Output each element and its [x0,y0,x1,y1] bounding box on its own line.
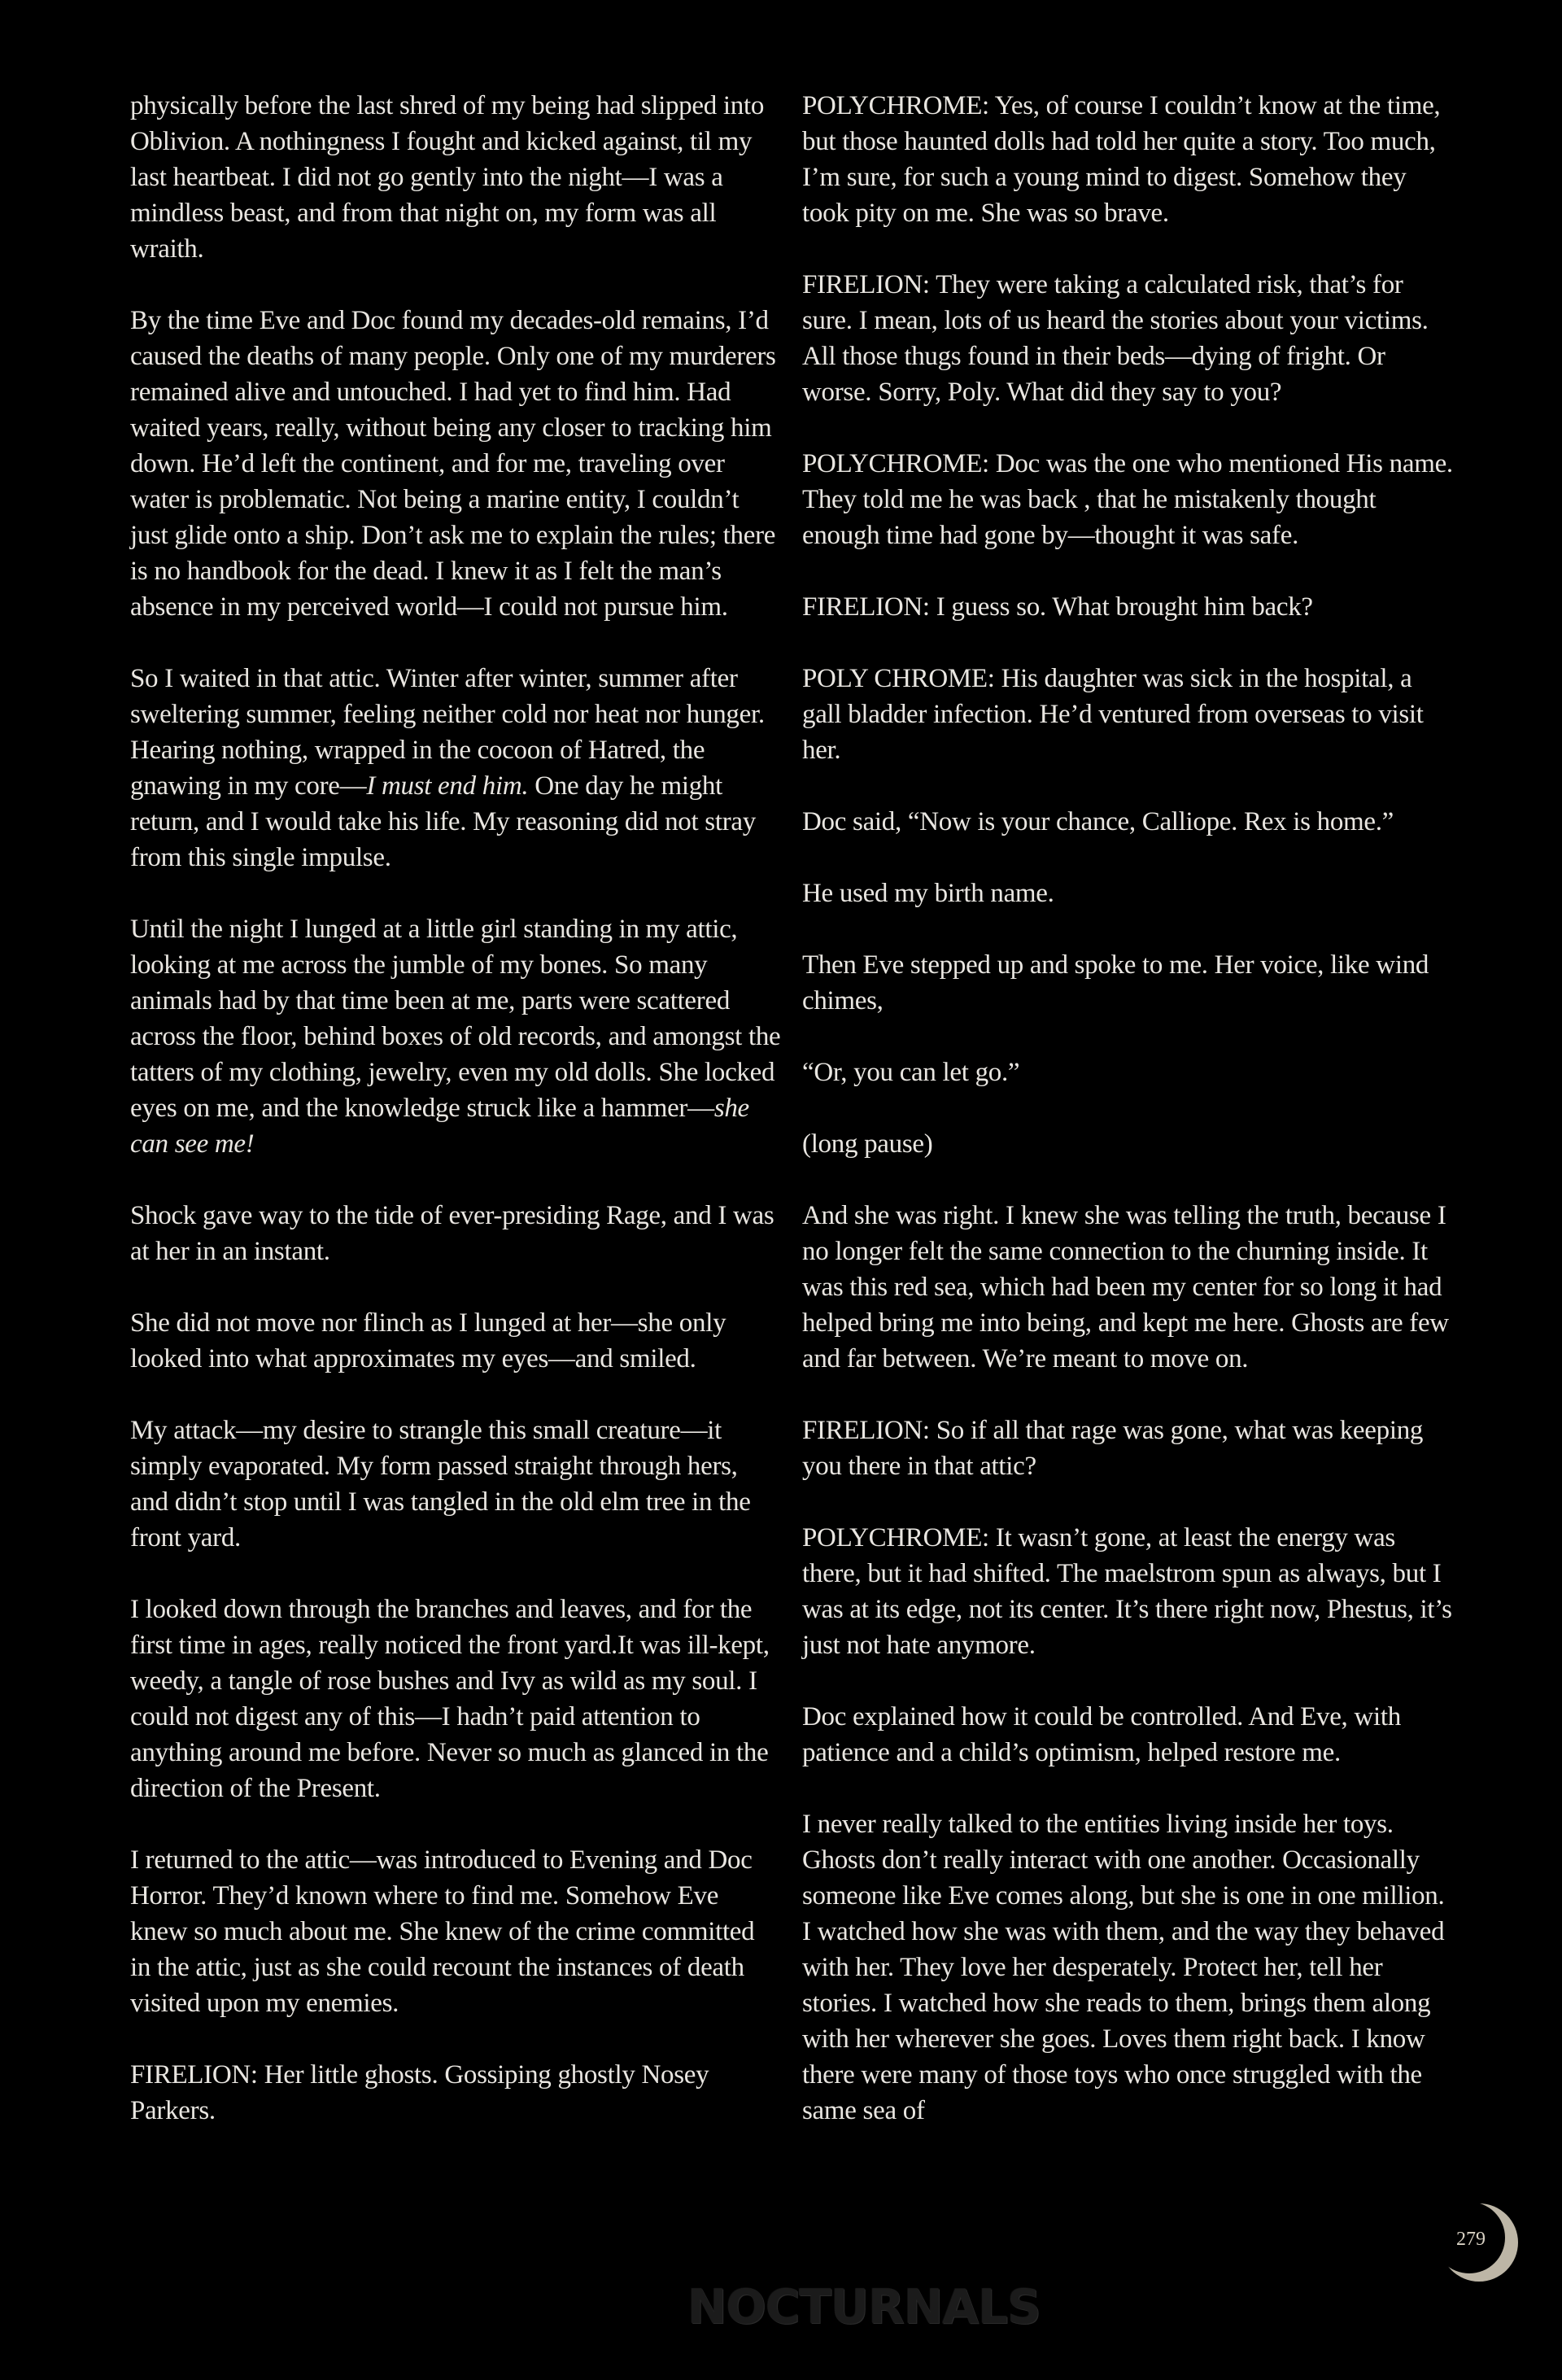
paragraph: Until the night I lunged at a little girl standing in my attic, looking at me across the jumble of my bones. So many animals had by that time been at me, parts were scattered across the floor, behind boxes of old records, and amongst the tatters of my clothing, jewelry, even my old dolls. She locked eyes on me, and the knowledge struck like a hammer—she can see me! [130,915,781,1159]
paragraph: Shock gave way to the tide of ever-presiding Rage, and I was at her in an instant. [130,1201,774,1266]
page-marker [1438,2200,1528,2290]
paragraph: POLY CHROME: His daughter was sick in the hospital, a gall bladder infection. He’d ventured from overseas to visit her. [802,664,1424,765]
paragraph: POLYCHROME: Yes, of course I couldn’t know at the time, but those haunted dolls had told her quite a story. Too much, I’m sure, for such a young mind to digest. Somehow they took pity on me. She was so brave. [802,91,1441,228]
paragraph: Doc said, “Now is your chance, Calliope. Rex is home.” [802,807,1394,836]
paragraph: I never really talked to the entities living inside her toys. Ghosts don’t really interact with one another. Occasionally someone like Eve comes along, but she is one in one million. I watched how she was with them, and the way they behaved with her. They love her desperately. Protect her, tell her stories. I watched how she reads to them, brings them along with her wherever she goes. Loves them right back. I know there were many of those toys who once struggled with the same sea of [802,1810,1445,2125]
page-number: 279 [1456,2229,1486,2250]
right-text-column [802,88,1453,2129]
paragraph: FIRELION: They were taking a calculated risk, that’s for sure. I mean, lots of us heard the stories about your victims. All those thugs found in their beds—dying of fright. Or worse. Sorry, Poly. What did they say to you? [802,270,1429,407]
paragraph: By the time Eve and Doc found my decades-old remains, I’d caused the deaths of many people. Only one of my murderers remained alive and untouched. I had yet to find him. Had waited years, really, without being any closer to tracking him down. He’d left the continent, and for me, traveling over water is problematic. Not being a marine entity, I couldn’t just glide onto a ship. Don’t ask me to explain the rules; there is no handbook for the dead. I knew it as I felt the man’s absence in my perceived world—I could not pursue him. [130,306,776,622]
nocturnals-logo: NOCTURNALS [687,2279,1041,2334]
paragraph: POLYCHROME: It wasn’t gone, at least the energy was there, but it had shifted. The maelstrom spun as always, but I was at its edge, not its center. It’s there right now, Phestus, it’s just not hate anymore. [802,1523,1452,1660]
left-text-column [130,88,781,2129]
paragraph: I looked down through the branches and leaves, and for the first time in ages, really noticed the front yard.It was ill-kept, weedy, a tangle of rose bushes and Ivy as wild as my soul. I could not digest any of this—I hadn’t paid attention to anything around me before. Never so much as glanced in the direction of the Present. [130,1595,770,1803]
paragraph: My attack—my desire to strangle this small creature—it simply evaporated. My form passed straight through hers, and didn’t stop until I was tangled in the old elm tree in the front yard. [130,1416,751,1552]
emphasis: I must end him. [366,771,529,801]
paragraph: He used my birth name. [802,879,1054,908]
paragraph: (long pause) [802,1129,933,1159]
paragraph: POLYCHROME: Doc was the one who mentioned His name. They told me he was back , that he mistakenly thought enough time had gone by—thought it was safe. [802,449,1453,550]
paragraph: physically before the last shred of my being had slipped into Oblivion. A nothingness I fought and kicked against, til my last heartbeat. I did not go gently into the night—I was a mindless beast, and from that night on, my form was all wraith. [130,91,765,264]
paragraph: I returned to the attic—was introduced to Evening and Doc Horror. They’d known where to find me. Somehow Eve knew so much about me. She knew of the crime committed in the attic, just as she could recount the instances of death visited upon my enemies. [130,1845,755,2018]
paragraph: Doc explained how it could be controlled. And Eve, with patience and a child’s optimism, helped restore me. [802,1702,1401,1767]
paragraph: “Or, you can let go.” [802,1058,1020,1087]
paragraph: And she was right. I knew she was telling the truth, because I no longer felt the same connection to the churning inside. It was this red sea, which had been my center for so long it had helped bring me into being, and kept me here. Ghosts are few and far between. We’re meant to move on. [802,1201,1449,1373]
paragraph: She did not move nor flinch as I lunged at her—she only looked into what approximates my eyes—and smiled. [130,1308,726,1373]
paragraph: FIRELION: So if all that rage was gone, what was keeping you there in that attic? [802,1416,1424,1481]
paragraph: FIRELION: Her little ghosts. Gossiping ghostly Nosey Parkers. [130,2060,709,2125]
paragraph: Then Eve stepped up and spoke to me. Her voice, like wind chimes, [802,950,1429,1015]
paragraph: So I waited in that attic. Winter after winter, summer after sweltering summer, feeling neither cold nor heat nor hunger. Hearing nothing, wrapped in the cocoon of Hatred, the gnawing in my core—I must end him. One day he might return, and I would take his life. My reasoning did not stray from this single impulse. [130,664,765,872]
paragraph: FIRELION: I guess so. What brought him back? [802,592,1313,622]
emphasis: she can see me! [130,1094,749,1159]
